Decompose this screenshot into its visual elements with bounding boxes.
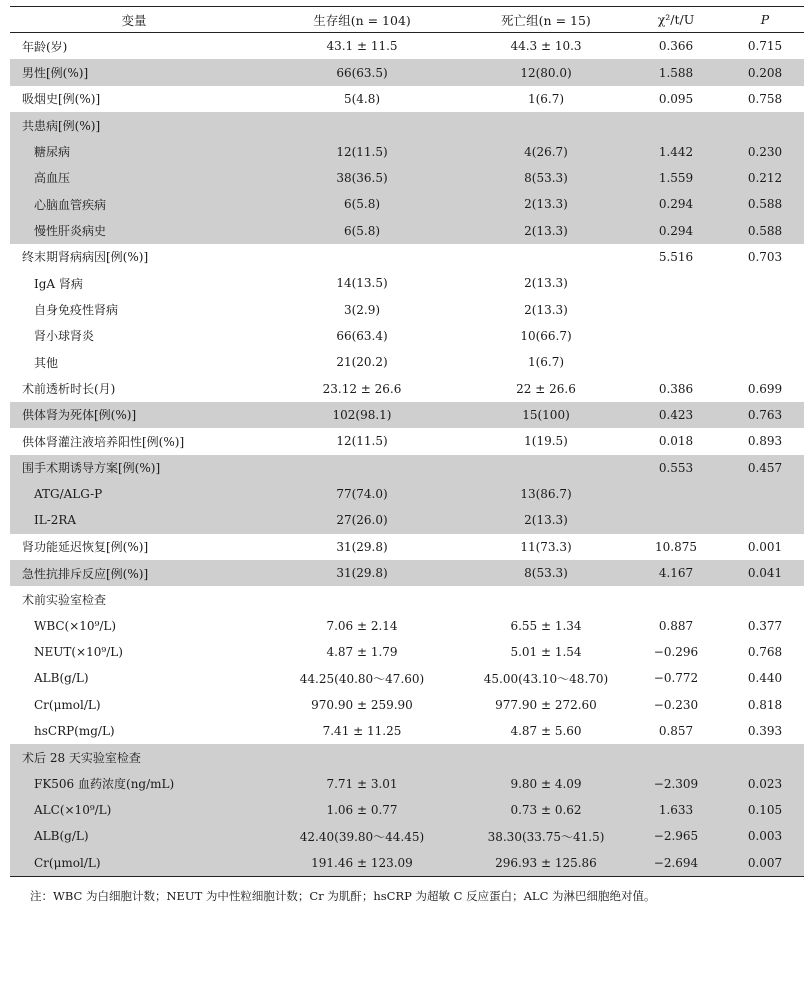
row-label: WBC(×10⁹/L) (34, 618, 117, 633)
death-value: 1(19.5) (524, 434, 568, 449)
row-label: 慢性肝炎病史 (34, 224, 107, 239)
survival-value: 66(63.4) (336, 328, 388, 343)
p-value (726, 586, 804, 612)
p-value: 0.763 (747, 407, 783, 422)
death-value (466, 112, 626, 138)
table-row (10, 217, 804, 243)
death-value: 5.01 ± 1.54 (510, 645, 582, 660)
p-value: 0.105 (747, 803, 783, 818)
death-value: 44.3 ± 10.3 (510, 39, 582, 54)
row-label: 术后 28 天实验室检查 (22, 750, 141, 765)
death-value: 12(80.0) (520, 65, 572, 80)
table-row (10, 507, 804, 533)
table-row (10, 718, 804, 744)
table-row (10, 86, 804, 112)
survival-value: 5(4.8) (343, 91, 381, 106)
p-value: 0.230 (747, 144, 783, 159)
row-label: IgA 肾病 (34, 276, 83, 291)
death-value: 6.55 ± 1.34 (510, 618, 582, 633)
row-label: 其他 (34, 355, 59, 370)
death-value: 4.87 ± 5.60 (510, 724, 582, 739)
death-value: 15(100) (522, 407, 570, 422)
death-value (466, 455, 626, 481)
p-value (726, 744, 804, 770)
table-row (10, 191, 804, 217)
death-value: 977.90 ± 272.60 (495, 697, 597, 712)
death-value: 8(53.3) (524, 566, 568, 581)
p-value: 0.818 (747, 697, 783, 712)
death-value: 0.73 ± 0.62 (510, 803, 582, 818)
p-value (726, 507, 804, 533)
survival-value: 6(5.8) (343, 197, 381, 212)
p-value: 0.208 (747, 65, 783, 80)
header-survival-group: 生存组(n = 104) (313, 12, 411, 28)
table-row (10, 771, 804, 797)
table-row (10, 244, 804, 270)
table-row (10, 112, 804, 138)
row-label: 肾小球肾炎 (34, 329, 95, 344)
row-label: hsCRP(mg/L) (34, 724, 115, 739)
table-row (10, 59, 804, 85)
survival-value: 66(63.5) (336, 65, 388, 80)
statistic-value (626, 744, 726, 770)
death-value: 11(73.3) (520, 539, 572, 554)
table-row (10, 823, 804, 849)
statistic-value: 5.516 (658, 249, 694, 264)
death-value: 45.00(43.10～48.70) (483, 671, 609, 686)
death-value: 1(6.7) (527, 355, 565, 370)
header-death-group: 死亡组(n = 15) (501, 12, 591, 28)
statistic-value: 10.875 (655, 539, 697, 554)
row-label: ATG/ALG-P (34, 487, 103, 502)
row-label: 高血压 (34, 171, 71, 186)
table-row (10, 375, 804, 401)
death-value: 13(86.7) (520, 487, 572, 502)
survival-value: 191.46 ± 123.09 (311, 855, 413, 870)
p-value: 0.715 (747, 39, 783, 54)
statistic-value: 0.553 (658, 460, 694, 475)
table-row (10, 138, 804, 164)
row-label: Cr(μmol/L) (34, 697, 101, 712)
survival-value: 1.06 ± 0.77 (326, 803, 398, 818)
table-row (10, 349, 804, 375)
row-label: 围手术期诱导方案[例(%)] (22, 461, 161, 476)
death-value: 2(13.3) (524, 276, 568, 291)
statistic-value: −0.296 (653, 645, 699, 660)
survival-value: 23.12 ± 26.6 (322, 381, 402, 396)
p-value: 0.212 (747, 170, 783, 185)
p-value: 0.703 (747, 249, 783, 264)
row-label: FK506 血药浓度(ng/mL) (34, 777, 175, 792)
p-value: 0.003 (747, 829, 783, 844)
table-row (10, 692, 804, 718)
table-header-row (10, 6, 804, 33)
row-label: 术前实验室检查 (22, 592, 107, 607)
statistic-value: 0.366 (658, 39, 694, 54)
table-row (10, 402, 804, 428)
survival-value: 12(11.5) (336, 144, 388, 159)
statistic-value: 0.386 (658, 381, 694, 396)
death-value: 38.30(33.75～41.5) (487, 829, 605, 844)
row-label: 共患病[例(%)] (22, 118, 101, 133)
death-value (466, 744, 626, 770)
table-row (10, 586, 804, 612)
death-value (466, 586, 626, 612)
survival-value: 7.71 ± 3.01 (326, 776, 398, 791)
statistic-value: 1.588 (658, 65, 694, 80)
survival-value: 14(13.5) (336, 276, 388, 291)
death-value: 1(6.7) (527, 91, 565, 106)
row-label: 自身免疫性肾病 (34, 303, 119, 318)
survival-value: 4.87 ± 1.79 (326, 645, 398, 660)
table-row (10, 165, 804, 191)
statistic-value (626, 586, 726, 612)
death-value: 2(13.3) (524, 302, 568, 317)
statistic-value (626, 270, 726, 296)
statistic-value: 1.559 (658, 170, 694, 185)
p-value (726, 296, 804, 322)
header-variable: 变量 (121, 12, 147, 28)
table-row (10, 850, 804, 877)
p-value: 0.023 (747, 776, 783, 791)
row-label: NEUT(×10⁹/L) (34, 645, 123, 660)
p-value: 0.393 (747, 724, 783, 739)
p-value: 0.457 (747, 460, 783, 475)
statistic-value: 0.423 (658, 407, 694, 422)
p-value: 0.041 (747, 566, 783, 581)
table-row (10, 323, 804, 349)
survival-value: 102(98.1) (332, 407, 392, 422)
row-label: 供体肾灌注液培养阳性[例(%)] (22, 434, 185, 449)
survival-value: 12(11.5) (336, 434, 388, 449)
table-row (10, 481, 804, 507)
table-row (10, 270, 804, 296)
table-row (10, 455, 804, 481)
survival-value: 42.40(39.80～44.45) (299, 829, 425, 844)
row-label: 肾功能延迟恢复[例(%)] (22, 540, 149, 555)
statistic-value: −2.965 (653, 829, 699, 844)
survival-value (258, 455, 466, 481)
death-value: 4(26.7) (524, 144, 568, 159)
table-footnote: 注：WBC 为白细胞计数；NEUT 为中性粒细胞计数；Cr 为肌酐；hsCRP 为超敏 C 反应蛋白；ALC 为淋巴细胞绝对值。 (30, 889, 656, 903)
survival-value: 970.90 ± 259.90 (311, 697, 413, 712)
statistic-value: 0.294 (658, 197, 694, 212)
table-row (10, 296, 804, 322)
death-value: 9.80 ± 4.09 (510, 776, 582, 791)
statistic-value (626, 349, 726, 375)
p-value: 0.758 (747, 91, 783, 106)
statistic-value: 1.633 (658, 803, 694, 818)
death-value: 22 ± 26.6 (516, 381, 576, 396)
p-value (726, 349, 804, 375)
table-row (10, 33, 804, 59)
data-table (10, 6, 804, 877)
survival-value: 21(20.2) (336, 355, 388, 370)
p-value (726, 270, 804, 296)
survival-value (258, 112, 466, 138)
statistic-value (626, 296, 726, 322)
p-value: 0.440 (747, 671, 783, 686)
survival-value: 38(36.5) (336, 170, 388, 185)
p-value (726, 323, 804, 349)
statistic-value (626, 507, 726, 533)
p-value: 0.007 (747, 855, 783, 870)
row-label: 糖尿病 (34, 145, 71, 160)
survival-value: 6(5.8) (343, 223, 381, 238)
survival-value: 31(29.8) (336, 566, 388, 581)
death-value: 2(13.3) (524, 513, 568, 528)
header-p-value: P (760, 12, 770, 27)
survival-value: 31(29.8) (336, 539, 388, 554)
row-label: 心脑血管疾病 (34, 197, 107, 212)
p-value: 0.893 (747, 434, 783, 449)
death-value (466, 244, 626, 270)
row-label: Cr(μmol/L) (34, 855, 101, 870)
statistic-value (626, 112, 726, 138)
p-value: 0.699 (747, 381, 783, 396)
statistic-value: 0.018 (658, 434, 694, 449)
table-row (10, 560, 804, 586)
statistic-value: −2.694 (653, 855, 699, 870)
row-label: 年龄(岁) (22, 39, 68, 54)
row-label: 男性[例(%)] (22, 66, 89, 81)
row-label: 终末期肾病病因[例(%)] (22, 250, 149, 265)
table-row (10, 534, 804, 560)
p-value (726, 481, 804, 507)
p-value: 0.588 (747, 197, 783, 212)
row-label: 急性抗排斥反应[例(%)] (22, 566, 149, 581)
survival-value: 44.25(40.80～47.60) (299, 671, 425, 686)
survival-value: 43.1 ± 11.5 (326, 39, 398, 54)
p-value (726, 112, 804, 138)
death-value: 2(13.3) (524, 197, 568, 212)
table-row (10, 428, 804, 454)
statistic-value: 4.167 (658, 566, 694, 581)
statistic-value: 1.442 (658, 144, 694, 159)
statistic-value: 0.294 (658, 223, 694, 238)
survival-value (258, 586, 466, 612)
statistic-value (626, 323, 726, 349)
statistic-value: −0.230 (653, 697, 699, 712)
table-row (10, 613, 804, 639)
death-value: 2(13.3) (524, 223, 568, 238)
p-value: 0.768 (747, 645, 783, 660)
survival-value (258, 744, 466, 770)
row-label: 供体肾为死体[例(%)] (22, 408, 137, 423)
survival-value: 7.06 ± 2.14 (326, 618, 398, 633)
row-label: ALB(g/L) (34, 671, 89, 686)
survival-value: 27(26.0) (336, 513, 388, 528)
row-label: 术前透析时长(月) (22, 382, 116, 397)
p-value: 0.588 (747, 223, 783, 238)
survival-value: 77(74.0) (336, 487, 388, 502)
row-label: 吸烟史[例(%)] (22, 92, 101, 107)
row-label: IL-2RA (34, 513, 77, 528)
table-body (10, 33, 804, 877)
statistic-value: 0.887 (658, 618, 694, 633)
table-row (10, 665, 804, 691)
p-value: 0.001 (747, 539, 783, 554)
statistic-value: −0.772 (653, 671, 699, 686)
statistic-value (626, 481, 726, 507)
death-value: 8(53.3) (524, 170, 568, 185)
row-label: ALB(g/L) (34, 829, 89, 844)
p-value: 0.377 (747, 618, 783, 633)
survival-value: 7.41 ± 11.25 (322, 724, 402, 739)
survival-value (258, 244, 466, 270)
table-row (10, 797, 804, 823)
table-row (10, 639, 804, 665)
statistic-value: 0.095 (658, 91, 694, 106)
survival-value: 3(2.9) (343, 302, 381, 317)
row-label: ALC(×10⁹/L) (34, 803, 112, 818)
death-value: 10(66.7) (520, 328, 572, 343)
statistic-value: 0.857 (658, 724, 694, 739)
header-statistic: χ²/t/U (657, 12, 695, 27)
table-row (10, 744, 804, 770)
statistic-value: −2.309 (653, 776, 699, 791)
death-value: 296.93 ± 125.86 (495, 855, 597, 870)
